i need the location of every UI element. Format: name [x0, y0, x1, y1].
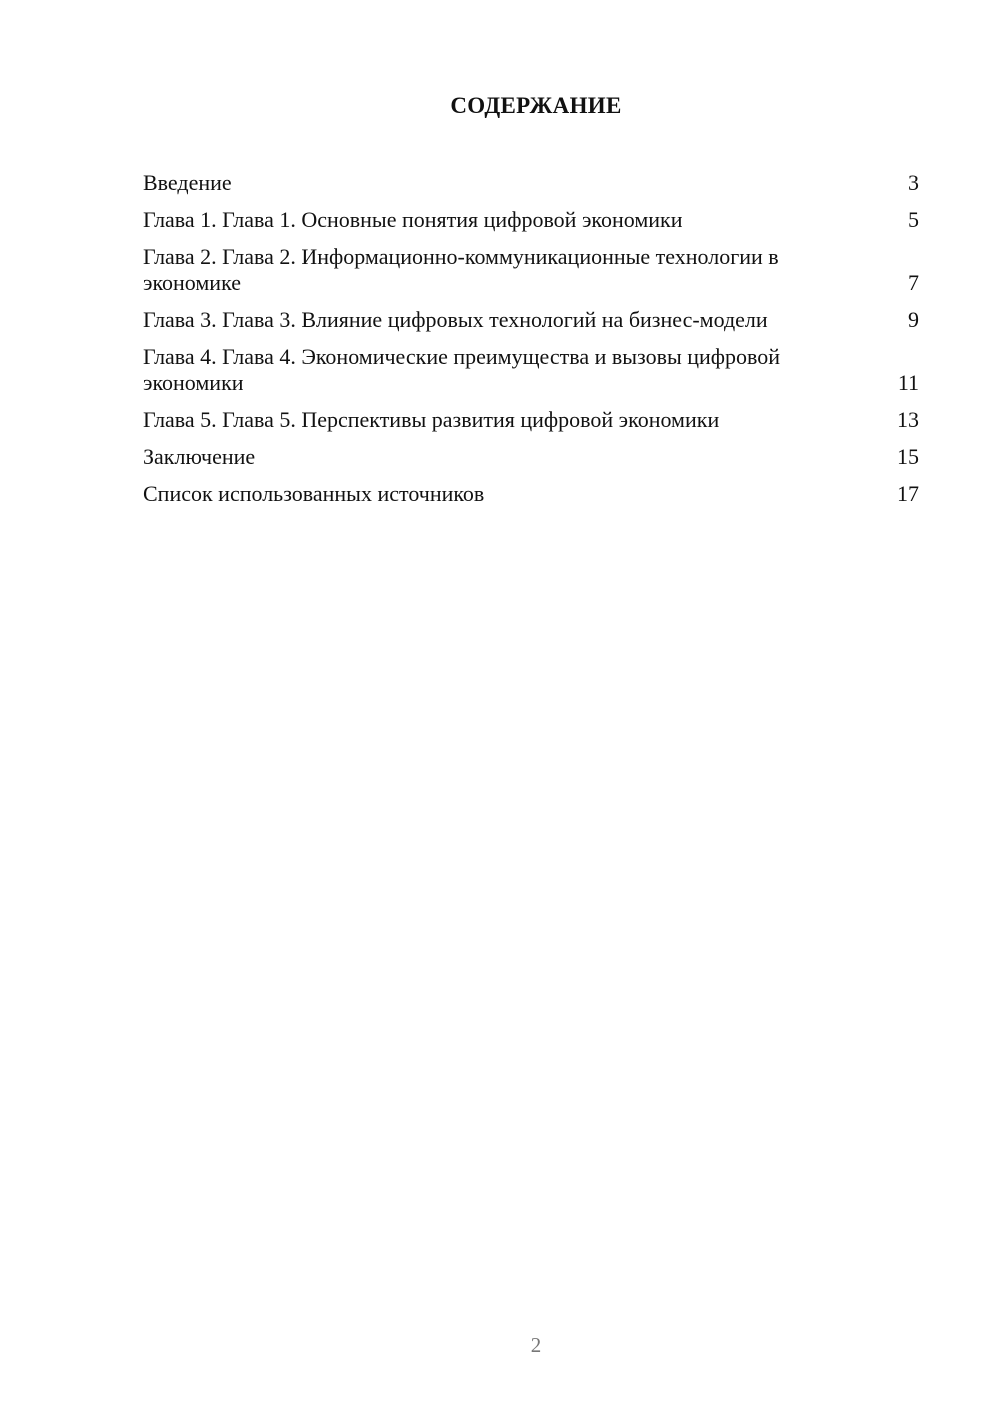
toc-entry-page: 9	[908, 307, 919, 332]
toc-entry-page: 5	[908, 207, 919, 232]
toc-entry-page: 17	[897, 481, 919, 506]
toc-title: СОДЕРЖАНИЕ	[450, 93, 622, 118]
table-of-contents	[143, 170, 919, 518]
toc-entry-page: 15	[897, 444, 919, 469]
toc-entry-text: Глава 5. Глава 5. Перспективы развития цифровой экономики	[143, 407, 720, 432]
toc-entry-page: 11	[897, 370, 919, 395]
toc-entry-text: Глава 3. Глава 3. Влияние цифровых технологий на бизнес-модели	[143, 307, 768, 332]
toc-entry-introduction	[143, 170, 919, 196]
toc-entry-conclusion	[143, 444, 919, 470]
toc-entry-page: 7	[908, 270, 919, 295]
page-number: 2	[530, 1333, 542, 1357]
toc-entry-page: 13	[897, 407, 919, 432]
toc-entry-references	[143, 481, 919, 507]
toc-entry-text: Глава 2. Глава 2. Информационно-коммуникационные технологии в экономике	[143, 244, 779, 295]
toc-entry-chapter-5	[143, 407, 919, 433]
toc-entry-chapter-2	[143, 244, 919, 296]
toc-entry-text: Введение	[143, 170, 232, 195]
toc-entry-text: Глава 1. Глава 1. Основные понятия цифровой экономики	[143, 207, 683, 232]
toc-entry-text: Заключение	[143, 444, 256, 469]
toc-entry-page: 3	[908, 170, 919, 195]
toc-entry-text: Глава 4. Глава 4. Экономические преимущества и вызовы цифровой экономики	[143, 344, 781, 395]
toc-entry-text: Список использованных источников	[143, 481, 485, 506]
toc-entry-chapter-3	[143, 307, 919, 333]
toc-entry-chapter-1	[143, 207, 919, 233]
toc-entry-chapter-4	[143, 344, 919, 396]
